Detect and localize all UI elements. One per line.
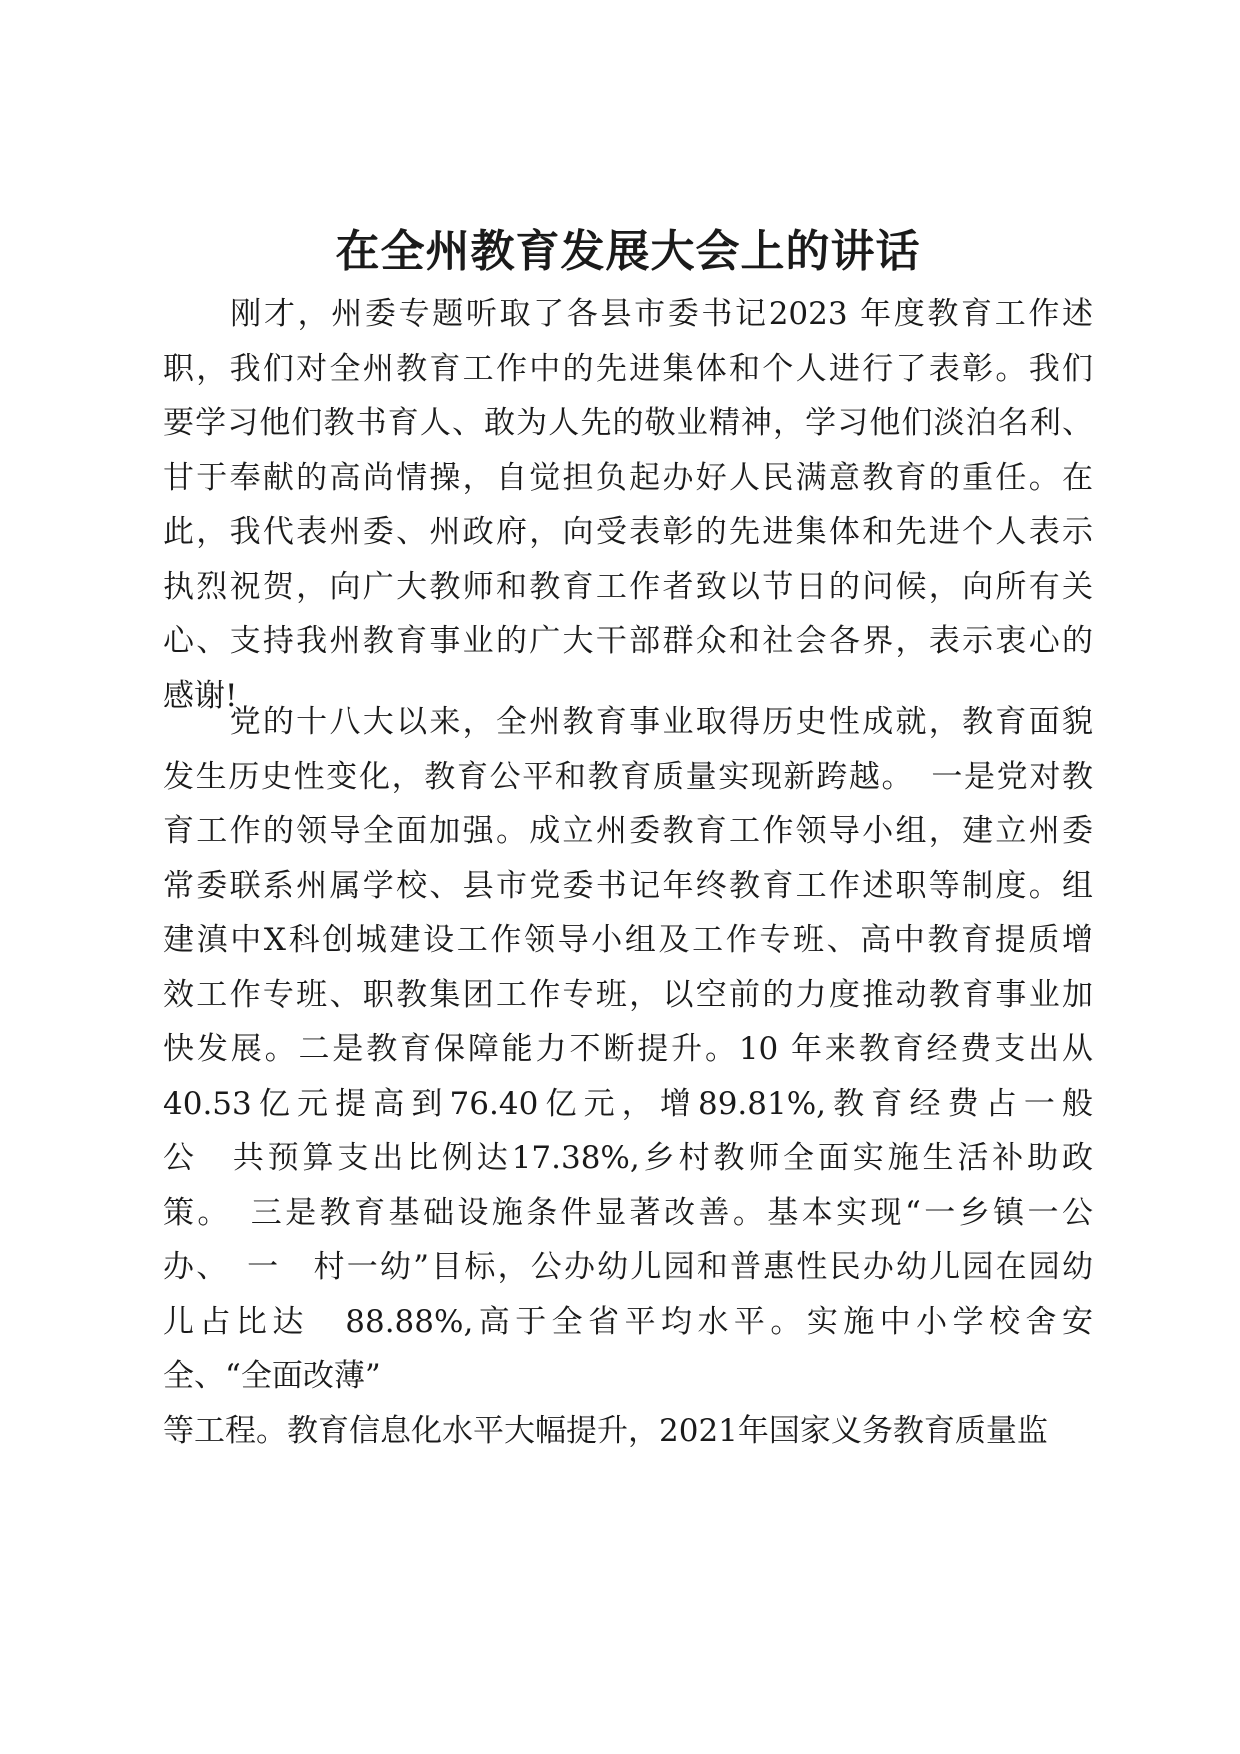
paragraph-1 bbox=[163, 287, 1093, 723]
text-line: 此，我代表州委、州政府，向受表彰的先进集体和先进个人表示 bbox=[163, 514, 1093, 550]
text-line: 发生历史性变化，教育公平和教育质量实现新跨越。 一是党对教 bbox=[163, 758, 1093, 795]
text-line: 要学习他们教书育人、敢为人先的敬业精神，学习他们淡泊名利、 bbox=[163, 405, 1093, 441]
text-line: 育工作的领导全面加强。成立州委教育工作领导小组，建立州委 bbox=[163, 813, 1093, 849]
document-page bbox=[163, 0, 1093, 1754]
text-line: 感谢! bbox=[163, 677, 238, 714]
text-line: 公 共预算支出比例达17.38%,乡村教师全面实施生活补助政 bbox=[163, 1140, 1093, 1176]
text-line: 办、 一 村一幼”目标，公办幼儿园和普惠性民办幼儿园在园幼 bbox=[163, 1249, 1093, 1285]
text-line: 效工作专班、职教集团工作专班，以空前的力度推动教育事业加 bbox=[163, 976, 1093, 1013]
text-line: 刚才，州委专题听取了各县市委书记2023 年度教育工作述 bbox=[163, 296, 1093, 332]
text-line: 快发展。二是教育保障能力不断提升。10 年来教育经费支出从 bbox=[163, 1031, 1093, 1067]
text-line: 建滇中X科创城建设工作领导小组及工作专班、高中教育提质增 bbox=[163, 922, 1093, 958]
text-line: 全、“全面改薄” bbox=[163, 1358, 381, 1394]
text-line: 职，我们对全州教育工作中的先进集体和个人进行了表彰。我们 bbox=[163, 350, 1093, 387]
text-line: 常委联系州属学校、县市党委书记年终教育工作述职等制度。组 bbox=[163, 867, 1093, 904]
text-line: 40.53亿元提高到76.40亿元，增89.81%,教育经费占一般 bbox=[163, 1085, 1093, 1122]
paragraph-2 bbox=[163, 695, 1093, 1458]
text-line: 党的十八大以来，全州教育事业取得历史性成就，教育面貌 bbox=[163, 704, 1093, 740]
document-title: 在全州教育发展大会上的讲话 bbox=[335, 226, 921, 277]
text-line: 心、支持我州教育事业的广大干部群众和社会各界，表示衷心的 bbox=[163, 623, 1093, 659]
text-line: 执烈祝贺，向广大教师和教育工作者致以节日的问候，向所有关 bbox=[163, 568, 1093, 605]
text-line: 策。 三是教育基础设施条件显著改善。基本实现“一乡镇一公 bbox=[163, 1194, 1093, 1231]
text-line: 甘于奉献的高尚情操，自觉担负起办好人民满意教育的重任。在 bbox=[163, 459, 1093, 496]
text-line: 儿占比达 88.88%,高于全省平均水平。实施中小学校舍安 bbox=[163, 1303, 1093, 1340]
text-line: 等工程。教育信息化水平大幅提升，2021年国家义务教育质量监 bbox=[163, 1412, 1048, 1449]
